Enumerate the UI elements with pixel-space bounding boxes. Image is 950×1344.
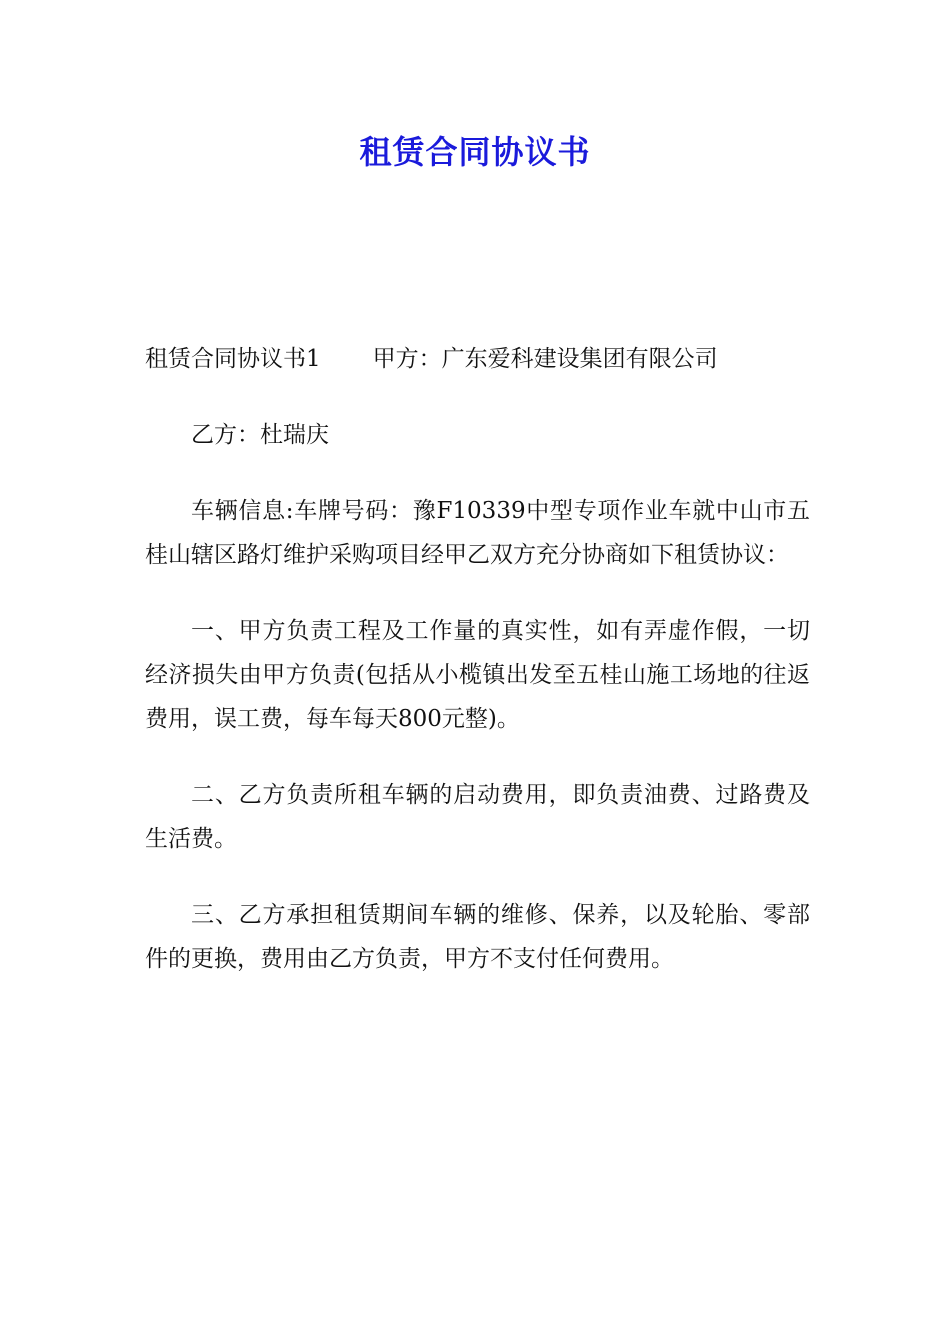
clause-1-paragraph: 一、甲方负责工程及工作量的真实性，如有弄虚作假，一切经济损失由甲方负责(包括从小榄镇出发至五桂山施工场地的往返费用，误工费，每车每天800元整)。 <box>145 618 810 732</box>
party-a: 甲方：广东爱科建设集团有限公司 <box>372 346 718 372</box>
clause-2-paragraph: 二、乙方负责所租车辆的启动费用，即负责油费、过路费及生活费。 <box>145 782 810 852</box>
vehicle-info-paragraph: 车辆信息:车牌号码：豫F10339中型专项作业车就中山市五桂山辖区路灯维护采购项目经甲乙双方充分协商如下租赁协议： <box>145 498 810 568</box>
clause-3-paragraph: 三、乙方承担租赁期间车辆的维修、保养，以及轮胎、零部件的更换，费用由乙方负责，甲方不支付任何费用。 <box>145 902 810 972</box>
intro-line <box>145 337 810 381</box>
intro-heading: 租赁合同协议书1 <box>145 346 321 372</box>
document-body <box>145 337 810 1013</box>
document-title: 租赁合同协议书 <box>359 133 591 171</box>
party-b: 乙方：杜瑞庆 <box>191 422 329 448</box>
